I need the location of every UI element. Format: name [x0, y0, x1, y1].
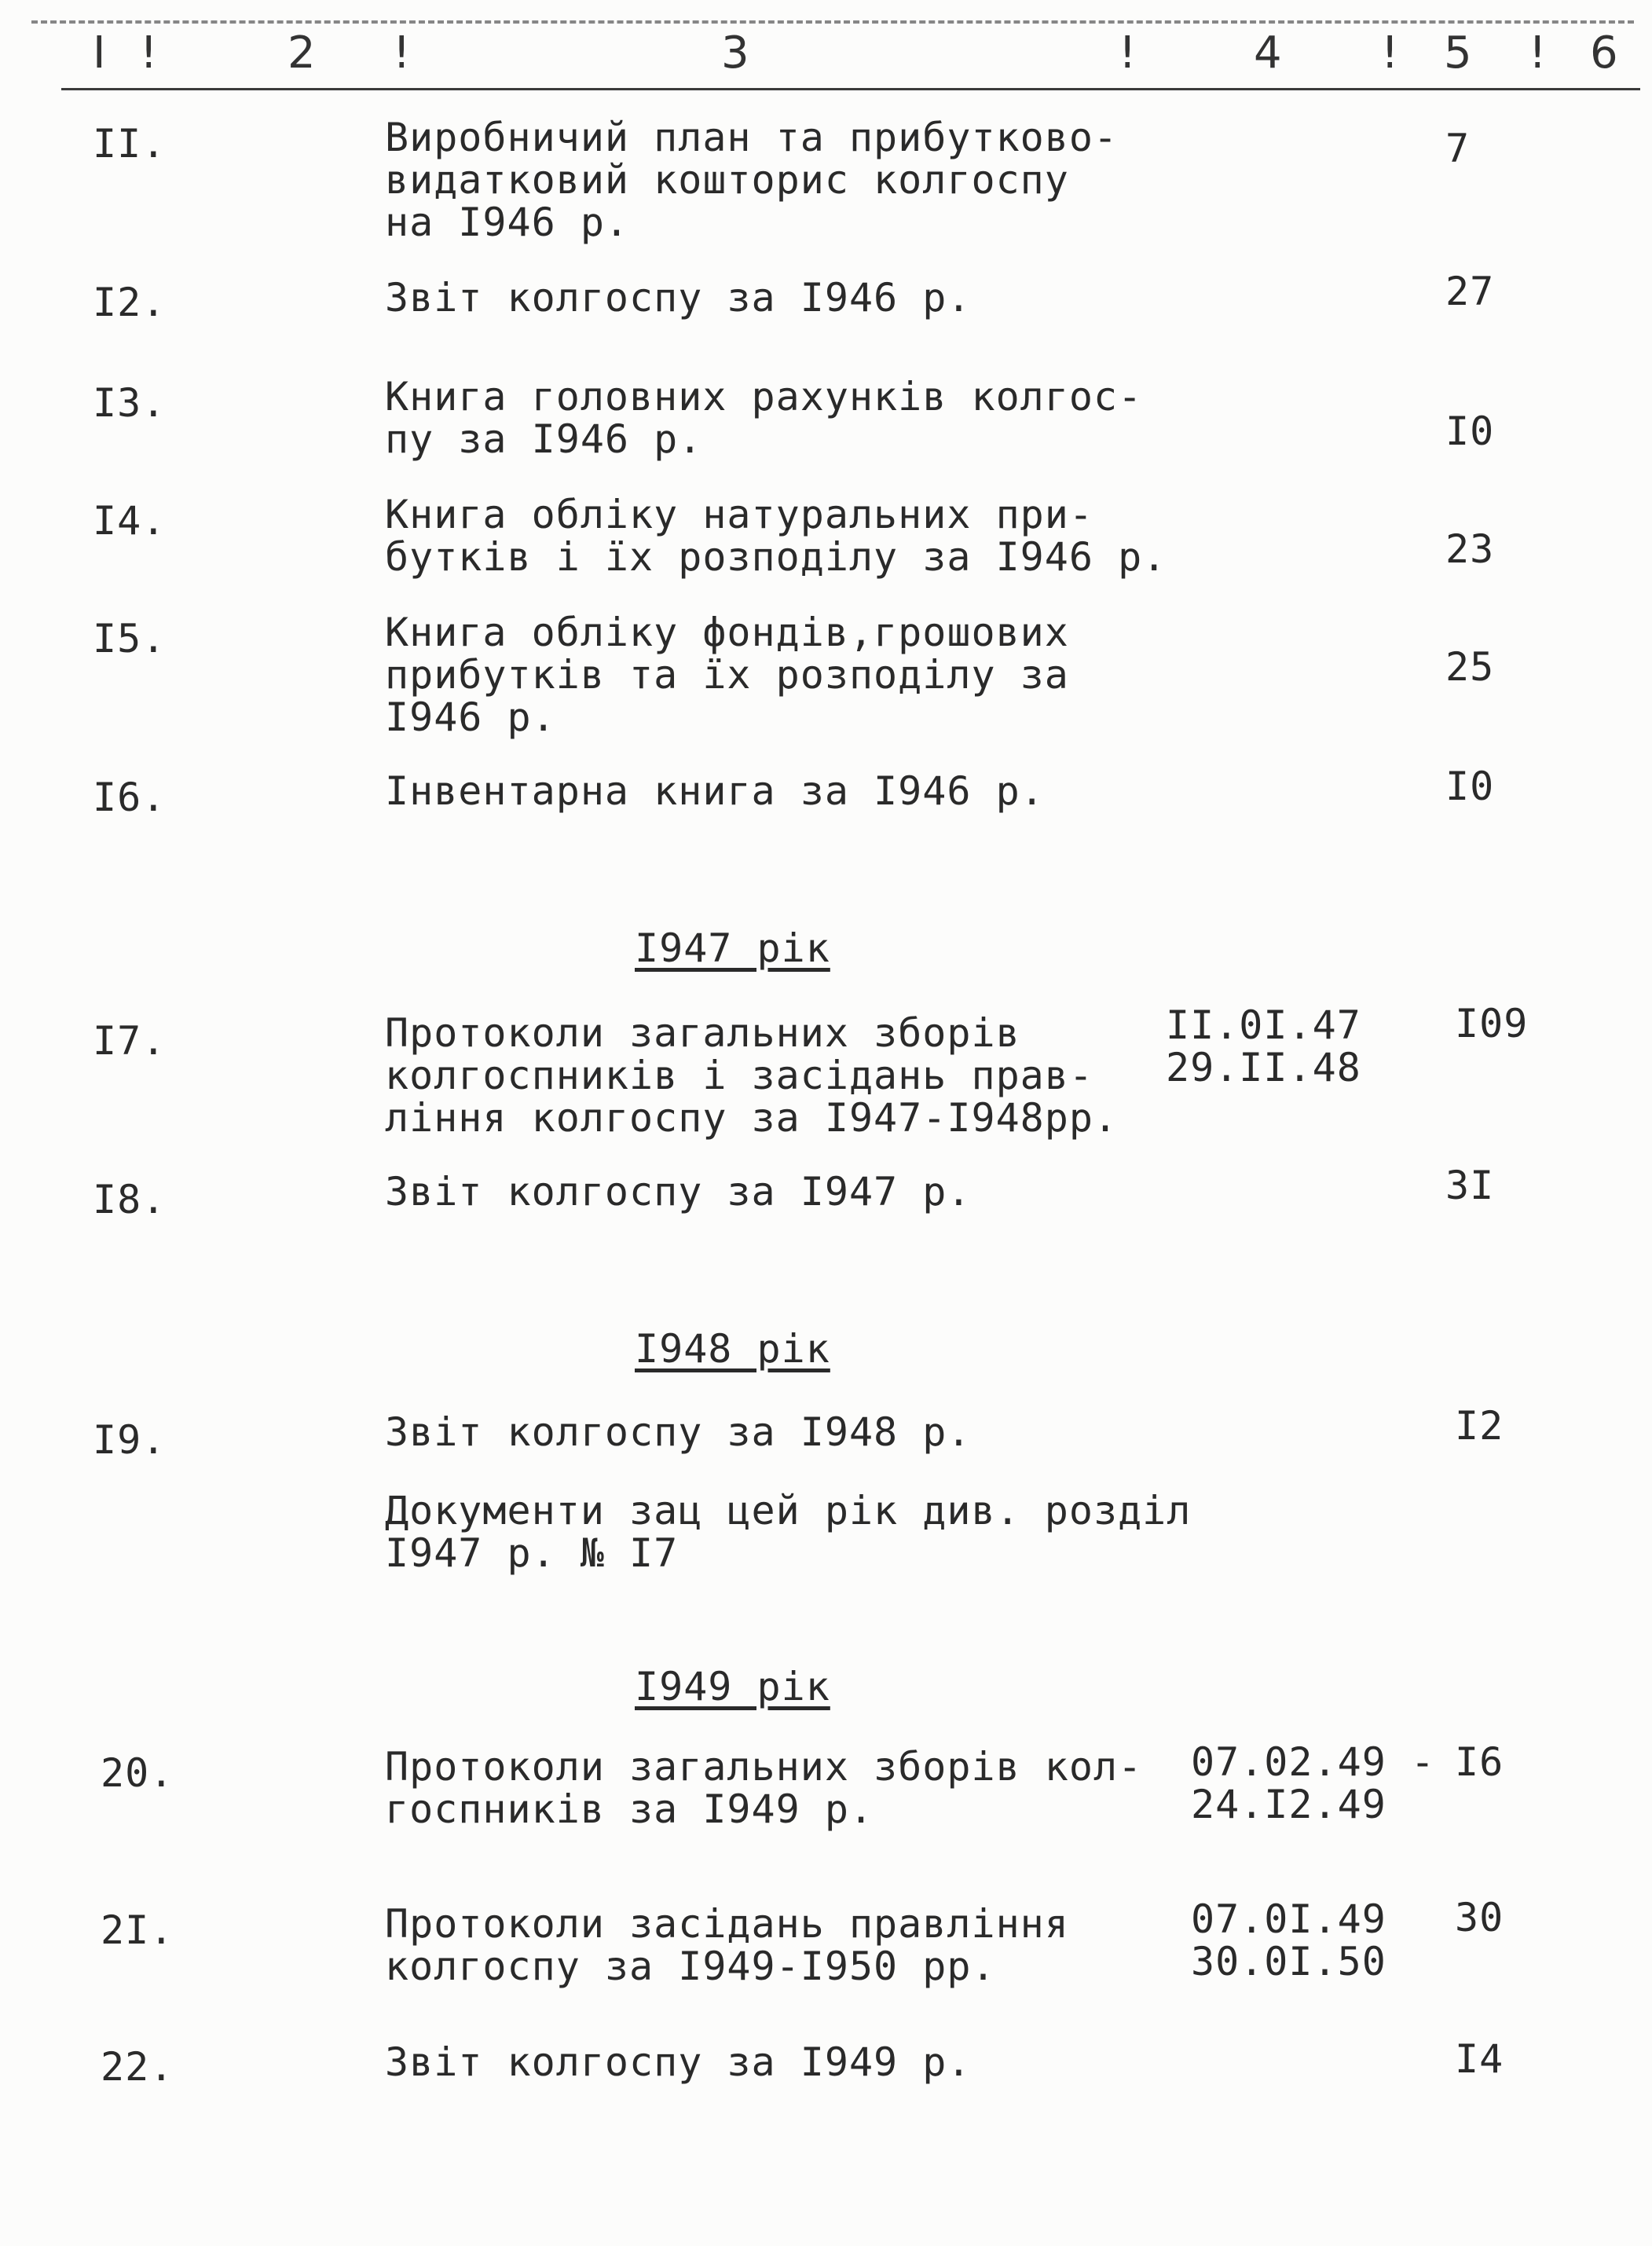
section-heading-1949: I949 рік	[635, 1664, 830, 1709]
row-title: Виробничий план та прибутково- видатковий кошторис колгоспу на I946 р.	[385, 115, 1119, 245]
row-title: Книга обліку натуральних при- бутків і їх розподілу за I946 р.	[385, 492, 1167, 580]
row-number: I5.	[93, 616, 167, 661]
row-sheet-count: 7	[1445, 126, 1471, 171]
row-title: Звіт колгоспу за I946 р.	[385, 275, 972, 321]
row-number: 22.	[101, 2044, 174, 2090]
header-col-1: I	[93, 27, 106, 79]
row-title: Звіт колгоспу за I949 р.	[385, 2039, 972, 2085]
row-sheet-count: I6	[1455, 1739, 1504, 1785]
section-heading-1947: I947 рік	[635, 925, 830, 971]
row-number: I9.	[93, 1417, 167, 1463]
row-title: Звіт колгоспу за I948 р.	[385, 1409, 972, 1455]
header-separator: !	[1381, 27, 1399, 79]
row-sheet-count: 27	[1445, 269, 1495, 314]
row-sheet-count: I09	[1455, 1001, 1529, 1046]
row-sheet-count: I0	[1445, 764, 1495, 809]
header-separator: !	[393, 27, 411, 79]
row-dates: 07.02.49 - 24.I2.49	[1191, 1739, 1436, 1827]
row-title: Інвентарна книга за I946 р.	[385, 768, 1045, 814]
row-number: I7.	[93, 1018, 167, 1064]
row-number: I8.	[93, 1177, 167, 1222]
row-number: 2I.	[101, 1907, 174, 1953]
header-separator: !	[140, 27, 158, 79]
row-number: I3.	[93, 380, 167, 426]
row-number: I4.	[93, 498, 167, 544]
row-title: Протоколи загальних зборів кол- госпників за I949 р.	[385, 1744, 1143, 1832]
row-title: Протоколи засідань правління колгоспу за I949-I950 рр.	[385, 1901, 1069, 1989]
row-title: Книга обліку фондів,грошових прибутків та їх розподілу за I946 р.	[385, 610, 1069, 740]
row-sheet-count: I0	[1445, 409, 1495, 454]
header-separator: !	[1529, 27, 1547, 79]
row-sheet-count: I4	[1455, 2036, 1504, 2082]
row-sheet-count: I2	[1455, 1403, 1504, 1449]
row-title: Звіт колгоспу за I947 р.	[385, 1169, 972, 1215]
row-sheet-count: 30	[1455, 1895, 1504, 1940]
header-separator: !	[1119, 27, 1137, 79]
row-title: Протоколи загальних зборів колгоспників і засідань прав- ління колгоспу за I947-I948рр.	[385, 1010, 1119, 1141]
row-dates: II.0I.47 29.II.48	[1166, 1002, 1361, 1090]
header-col-3: 3	[721, 27, 749, 79]
row-sheet-count: 25	[1445, 644, 1495, 690]
header-col-6: 6	[1590, 27, 1618, 79]
row-number: 20.	[101, 1750, 174, 1796]
row-sheet-count: 3I	[1445, 1163, 1495, 1208]
row-title: Книга головних рахунків колгос- пу за I946 р.	[385, 374, 1143, 462]
section-heading-1948: I948 рік	[635, 1326, 830, 1372]
top-rule	[31, 20, 1634, 24]
header-col-4: 4	[1254, 27, 1282, 79]
header-col-2: 2	[288, 27, 316, 79]
row-number: I6.	[93, 775, 167, 820]
row-sheet-count: 23	[1445, 526, 1495, 572]
row-dates: 07.0I.49 30.0I.50	[1191, 1896, 1386, 1984]
note-text: Документи зац цей рік див. розділ I947 р. № I7	[385, 1488, 1192, 1576]
row-number: I2.	[93, 280, 167, 325]
row-number: II.	[93, 121, 167, 167]
header-rule	[61, 88, 1640, 90]
header-col-5: 5	[1444, 27, 1472, 79]
